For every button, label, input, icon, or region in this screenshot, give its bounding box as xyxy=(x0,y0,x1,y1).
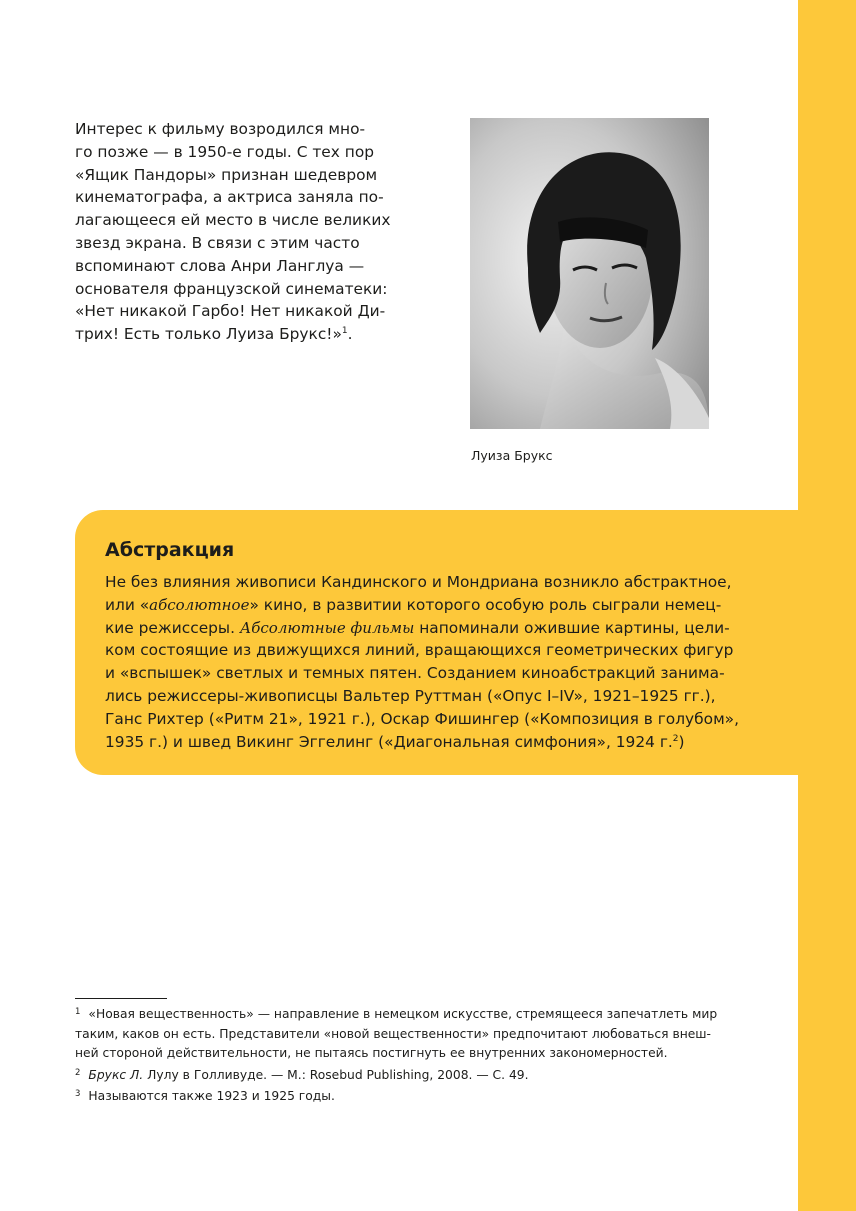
portrait-image xyxy=(470,118,709,429)
sidebox-span: » кино, в развитии которого особую роль сыграли немец- xyxy=(249,595,722,614)
footnote-author: Брукс Л. xyxy=(88,1067,144,1082)
intro-line: «Ящик Пандоры» признан шедевром xyxy=(75,165,378,184)
sidebox-line: Не без влияния живописи Кандинского и Мондриана возникло абстрактное, xyxy=(105,573,732,591)
footnote-number: 1 xyxy=(75,1007,81,1017)
footnote-number: 3 xyxy=(75,1089,81,1099)
sidebox-span: кие режиссеры. xyxy=(105,618,240,637)
sidebox-line xyxy=(105,617,751,640)
footnotes xyxy=(75,1003,752,1107)
sidebox-text xyxy=(105,571,751,753)
footnote-number: 2 xyxy=(75,1067,81,1078)
sidebox-line: и «вспышек» светлых и темных пятен. Созданием киноабстракций занима- xyxy=(105,664,725,683)
footnote-1-cont: таким, каков он есть. Представители «новой вещественности» предпочитают любоваться внеш- xyxy=(75,1026,711,1041)
sidebox-title: Абстракция xyxy=(105,539,235,561)
intro-line: Интерес к фильму возродился мно- xyxy=(75,120,366,138)
footnote-line: «Новая вещественность» — направление в немецком искусстве, стремящееся запечатлеть мир xyxy=(88,1007,718,1021)
photo-caption: Луиза Брукс xyxy=(471,448,553,463)
sidebox-line xyxy=(105,731,751,754)
sidebox-emphasis: абсолютное xyxy=(149,595,250,614)
footnote-ref: 2 xyxy=(672,733,679,744)
footnote-text: Лулу в Голливуде. — М.: Rosebud Publishing, 2008. — С. 49. xyxy=(143,1067,529,1082)
footnote-1 xyxy=(75,1003,752,1025)
intro-line: основателя французской синематеки: xyxy=(75,279,388,298)
footnote-3 xyxy=(75,1085,752,1107)
intro-line: вспоминают слова Анри Ланглуа — xyxy=(75,256,365,275)
sidebox-span: напоминали ожившие картины, цели- xyxy=(414,618,730,637)
intro-paragraph xyxy=(75,118,401,346)
sidebox-span: или « xyxy=(105,595,150,614)
intro-line: «Нет никакой Гарбо! Нет никакой Ди- xyxy=(75,302,386,321)
intro-line: звезд экрана. В связи с этим часто xyxy=(75,233,360,252)
sidebox-emphasis: Абсолютные фильмы xyxy=(239,618,415,637)
portrait-photo xyxy=(470,118,709,429)
intro-line-last: трих! Есть только Луиза Брукс!»$^1$. xyxy=(75,325,353,344)
footnote-divider xyxy=(75,998,167,999)
sidebox-line: лись режиссеры-живописцы Вальтер Руттман («Опус I–IV», 1921–1925 гг.), xyxy=(105,686,716,705)
footnote-ref: 1 xyxy=(341,326,348,337)
footnote-text: Называются также 1923 и 1925 годы. xyxy=(88,1089,335,1103)
sidebox-span: 1935 г.) и швед Викинг Эггелинг («Диагональная симфония», 1924 г. xyxy=(105,732,673,751)
sidebox-span: ) xyxy=(678,732,685,751)
sidebox-line: Ганс Рихтер («Ритм 21», 1921 г.), Оскар Фишингер («Композиция в голубом», xyxy=(105,709,739,728)
intro-line: го позже — в 1950-е годы. С тех пор xyxy=(75,142,375,161)
sidebox-line xyxy=(105,594,751,617)
sidebox-line: ком состоящие из движущихся линий, вращающихся геометрических фигур xyxy=(105,641,734,660)
footnote-1-cont: ней стороной действительности, не пытаясь постигнуть ее внутренних закономерностей. xyxy=(75,1046,668,1060)
intro-line: кинематографа, а актриса заняла по- xyxy=(75,188,384,207)
abstraction-sidebox xyxy=(75,510,856,775)
intro-line: лагающееся ей место в числе великих xyxy=(75,211,391,230)
footnote-2 xyxy=(75,1064,752,1086)
intro-line: трих! Есть только Луиза Брукс!» xyxy=(75,325,342,344)
